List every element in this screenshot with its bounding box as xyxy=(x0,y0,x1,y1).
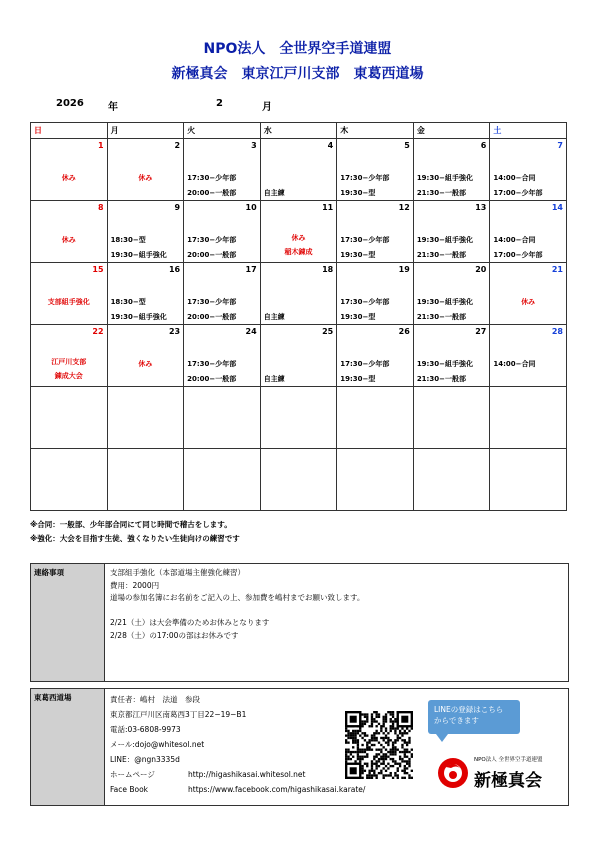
calendar-day-cell xyxy=(184,139,261,201)
day-schedule-line: 17:00−少年部 xyxy=(493,189,543,197)
day-number: 7 xyxy=(557,141,563,150)
day-schedule-line: 18:30−型 xyxy=(110,298,146,306)
calendar-week-row xyxy=(31,325,567,387)
day-number: 6 xyxy=(480,141,487,150)
dojo-phone: 電話:03-6808-9973 xyxy=(110,725,181,734)
calendar-day-cell xyxy=(31,387,108,449)
day-schedule-line: 19:30−型 xyxy=(340,375,376,383)
calendar-day-cell xyxy=(260,387,337,449)
calendar-day-cell xyxy=(413,263,490,325)
day-event-red: 稲木錬成 xyxy=(284,248,313,256)
day-schedule-line: 18:30−型 xyxy=(110,236,146,244)
calendar-day-cell xyxy=(31,139,108,201)
calendar-day-cell xyxy=(337,139,414,201)
note-joint: ※合同：一般部、少年部合同にて同じ時間で稽古をします。 xyxy=(30,520,232,529)
calendar-day-cell xyxy=(184,387,261,449)
day-number: 5 xyxy=(404,141,410,150)
day-schedule-line: 17:30−少年部 xyxy=(340,236,390,244)
calendar-week-row xyxy=(31,387,567,449)
day-event-red: 支部組手強化 xyxy=(47,298,90,306)
announcement-line xyxy=(110,605,364,618)
weekday-sat: 土 xyxy=(490,123,567,139)
day-schedule-line: 17:30−少年部 xyxy=(340,360,390,368)
dojo-facebook xyxy=(110,782,365,797)
day-schedule-line: 14:00−合同 xyxy=(493,174,536,182)
weekday-mon: 月 xyxy=(107,123,184,139)
dojo-info-body xyxy=(110,692,365,797)
calendar-day-cell xyxy=(107,387,184,449)
day-number: 28 xyxy=(551,327,563,336)
calendar-table xyxy=(30,122,567,511)
calendar-day-cell xyxy=(184,263,261,325)
weekday-thu: 木 xyxy=(337,123,414,139)
day-number: 2 xyxy=(174,141,181,150)
day-schedule-line: 17:30−少年部 xyxy=(187,298,237,306)
day-number: 16 xyxy=(168,265,181,274)
day-schedule-line: 20:00−一般部 xyxy=(187,313,237,321)
calendar-day-cell xyxy=(337,449,414,511)
day-schedule-line: 19:30−型 xyxy=(340,313,376,321)
day-number: 21 xyxy=(551,265,563,274)
calendar-day-cell xyxy=(337,325,414,387)
facebook-label: Face Book xyxy=(110,785,149,794)
day-schedule-line: 21:30−一般部 xyxy=(416,251,466,259)
day-number: 27 xyxy=(475,327,487,336)
line-register-bubble xyxy=(428,700,520,734)
dojo-line-id: LINE：@ngn3335d xyxy=(110,755,180,764)
day-schedule-line: 自主練 xyxy=(263,313,285,321)
calendar-day-cell xyxy=(490,387,567,449)
calendar-day-cell xyxy=(184,201,261,263)
weekday-sun: 日 xyxy=(31,123,108,139)
day-schedule-line: 19:30−型 xyxy=(340,251,376,259)
day-event-red: 錬成大会 xyxy=(54,372,83,380)
announcement-line: 費用：2000円 xyxy=(110,580,160,590)
day-number: 10 xyxy=(245,203,257,212)
day-schedule-line: 20:00−一般部 xyxy=(187,251,237,259)
weekday-header-row xyxy=(31,123,567,139)
day-number: 15 xyxy=(92,265,104,274)
calendar-day-cell xyxy=(107,325,184,387)
day-number: 13 xyxy=(475,203,487,212)
day-schedule-line: 19:30−組手強化 xyxy=(110,313,167,321)
homepage-label: ホームページ xyxy=(110,770,155,779)
year-unit: 年 xyxy=(108,102,118,113)
day-schedule-line: 17:30−少年部 xyxy=(187,236,237,244)
calendar-day-cell xyxy=(107,139,184,201)
facebook-link[interactable]: https://www.facebook.com/higashikasai.karate/ xyxy=(188,785,366,794)
note-strength: ※強化：大会を目指す生徒、強くなりたい生徒向けの練習です xyxy=(30,534,240,543)
logo-name: 新極真会 xyxy=(474,771,542,791)
dojo-manager: 責任者：嶋村 法道 参段 xyxy=(110,695,200,704)
calendar-day-cell xyxy=(260,449,337,511)
calendar-day-cell xyxy=(184,449,261,511)
calendar-day-cell xyxy=(107,263,184,325)
month-unit: 月 xyxy=(262,102,272,113)
day-number: 20 xyxy=(475,265,487,274)
homepage-link[interactable]: http://higashikasai.whitesol.net xyxy=(188,770,306,779)
day-schedule-line: 自主練 xyxy=(263,375,285,383)
calendar-week-row xyxy=(31,139,567,201)
day-event-red: 休み xyxy=(61,236,76,244)
day-schedule-line: 17:30−少年部 xyxy=(340,174,390,182)
calendar-week-row xyxy=(31,449,567,511)
month-value: 2 xyxy=(216,98,223,109)
calendar-day-cell xyxy=(413,449,490,511)
day-number: 22 xyxy=(92,327,104,336)
calendar-day-cell xyxy=(260,201,337,263)
announcement-line: 支部組手強化（本部道場主催強化練習） xyxy=(110,568,245,577)
day-schedule-line: 20:00−一般部 xyxy=(187,375,237,383)
dojo-mail[interactable]: メール:dojo@whitesol.net xyxy=(110,740,205,749)
announcements-label: 連絡事項 xyxy=(31,564,105,681)
calendar-week-row xyxy=(31,201,567,263)
day-number: 26 xyxy=(398,327,410,336)
announcement-line: 2/28（土）の17:00の部はお休みです xyxy=(110,630,239,640)
calendar-day-cell xyxy=(31,201,108,263)
day-schedule-line: 19:30−組手強化 xyxy=(416,174,473,182)
day-schedule-line: 19:30−組手強化 xyxy=(416,236,473,244)
calendar-day-cell xyxy=(490,449,567,511)
calendar-day-cell xyxy=(184,325,261,387)
day-number: 17 xyxy=(245,265,257,274)
day-schedule-line: 19:30−組手強化 xyxy=(110,251,167,259)
calendar-day-cell xyxy=(337,263,414,325)
day-number: 11 xyxy=(322,203,334,212)
day-schedule-line: 14:00−合同 xyxy=(493,360,536,368)
calendar-day-cell xyxy=(490,325,567,387)
calendar-day-cell xyxy=(107,201,184,263)
day-schedule-line: 20:00−一般部 xyxy=(187,189,237,197)
day-number: 25 xyxy=(322,327,334,336)
logo-subtitle: NPO法人 全世界空手道連盟 xyxy=(474,757,543,763)
day-number: 9 xyxy=(174,203,181,212)
announcements-box xyxy=(30,563,569,682)
day-event-red: 休み xyxy=(291,234,306,242)
day-number: 8 xyxy=(97,203,104,212)
day-event-red: 休み xyxy=(138,360,153,368)
line-qr-code-icon[interactable] xyxy=(345,711,413,779)
calendar-day-cell xyxy=(337,387,414,449)
day-number: 19 xyxy=(398,265,410,274)
day-schedule-line: 21:30−一般部 xyxy=(416,375,466,383)
day-number: 14 xyxy=(551,203,563,212)
day-event-red: 休み xyxy=(138,174,153,182)
day-schedule-line: 17:30−少年部 xyxy=(187,360,237,368)
calendar-day-cell xyxy=(260,263,337,325)
calendar-day-cell xyxy=(490,201,567,263)
weekday-tue: 火 xyxy=(184,123,261,139)
day-number: 3 xyxy=(251,141,257,150)
logo-mark-icon xyxy=(436,756,470,790)
shinkyokushin-logo xyxy=(436,752,566,794)
dojo-address: 東京都江戸川区南葛西3丁目22−19−B1 xyxy=(110,710,247,719)
day-number: 12 xyxy=(398,203,410,212)
calendar-week-row xyxy=(31,263,567,325)
calendar-day-cell xyxy=(31,449,108,511)
calendar-day-cell xyxy=(31,325,108,387)
day-schedule-line: 19:30−組手強化 xyxy=(416,298,473,306)
day-schedule-line: 14:00−合同 xyxy=(493,236,536,244)
day-schedule-line: 自主練 xyxy=(263,189,285,197)
org-title: NPO法人 全世界空手道連盟 xyxy=(203,41,392,57)
dojo-homepage xyxy=(110,767,365,782)
calendar-day-cell xyxy=(413,387,490,449)
announcement-line: 2/21（土）は大会準備のためお休みとなります xyxy=(110,618,270,627)
calendar-day-cell xyxy=(337,201,414,263)
bubble-line-1: LINEの登録はこちら xyxy=(434,705,504,714)
day-event-red: 休み xyxy=(61,174,76,182)
day-schedule-line: 17:00−少年部 xyxy=(493,251,543,259)
day-schedule-line: 17:30−少年部 xyxy=(187,174,237,182)
day-number: 24 xyxy=(245,327,257,336)
calendar-day-cell xyxy=(490,263,567,325)
day-number: 23 xyxy=(168,327,181,336)
day-schedule-line: 19:30−組手強化 xyxy=(416,360,473,368)
weekday-wed: 水 xyxy=(260,123,337,139)
announcement-line: 道場の参加名簿にお名前をご記入の上、参加費を嶋村までお願い致します。 xyxy=(110,593,365,602)
announcements-body xyxy=(110,567,364,642)
bubble-line-2: からできます xyxy=(434,716,479,725)
day-schedule-line: 21:30−一般部 xyxy=(416,313,466,321)
day-event-red: 江戸川支部 xyxy=(51,358,87,366)
dojo-title: 新極真会 東京江戸川支部 東葛西道場 xyxy=(171,66,424,82)
calendar-day-cell xyxy=(413,325,490,387)
calendar-day-cell xyxy=(413,201,490,263)
calendar-day-cell xyxy=(31,263,108,325)
weekday-fri: 金 xyxy=(413,123,490,139)
calendar-day-cell xyxy=(260,325,337,387)
day-schedule-line: 19:30−型 xyxy=(340,189,376,197)
calendar-day-cell xyxy=(260,139,337,201)
calendar-day-cell xyxy=(413,139,490,201)
calendar-day-cell xyxy=(490,139,567,201)
day-number: 1 xyxy=(97,141,104,150)
day-schedule-line: 21:30−一般部 xyxy=(416,189,466,197)
year-value: 2026 xyxy=(56,98,84,109)
day-number: 4 xyxy=(327,141,334,150)
day-number: 18 xyxy=(322,265,334,274)
calendar-day-cell xyxy=(107,449,184,511)
day-schedule-line: 17:30−少年部 xyxy=(340,298,390,306)
dojo-label: 東葛西道場 xyxy=(31,689,105,805)
day-event-red: 休み xyxy=(521,298,536,306)
